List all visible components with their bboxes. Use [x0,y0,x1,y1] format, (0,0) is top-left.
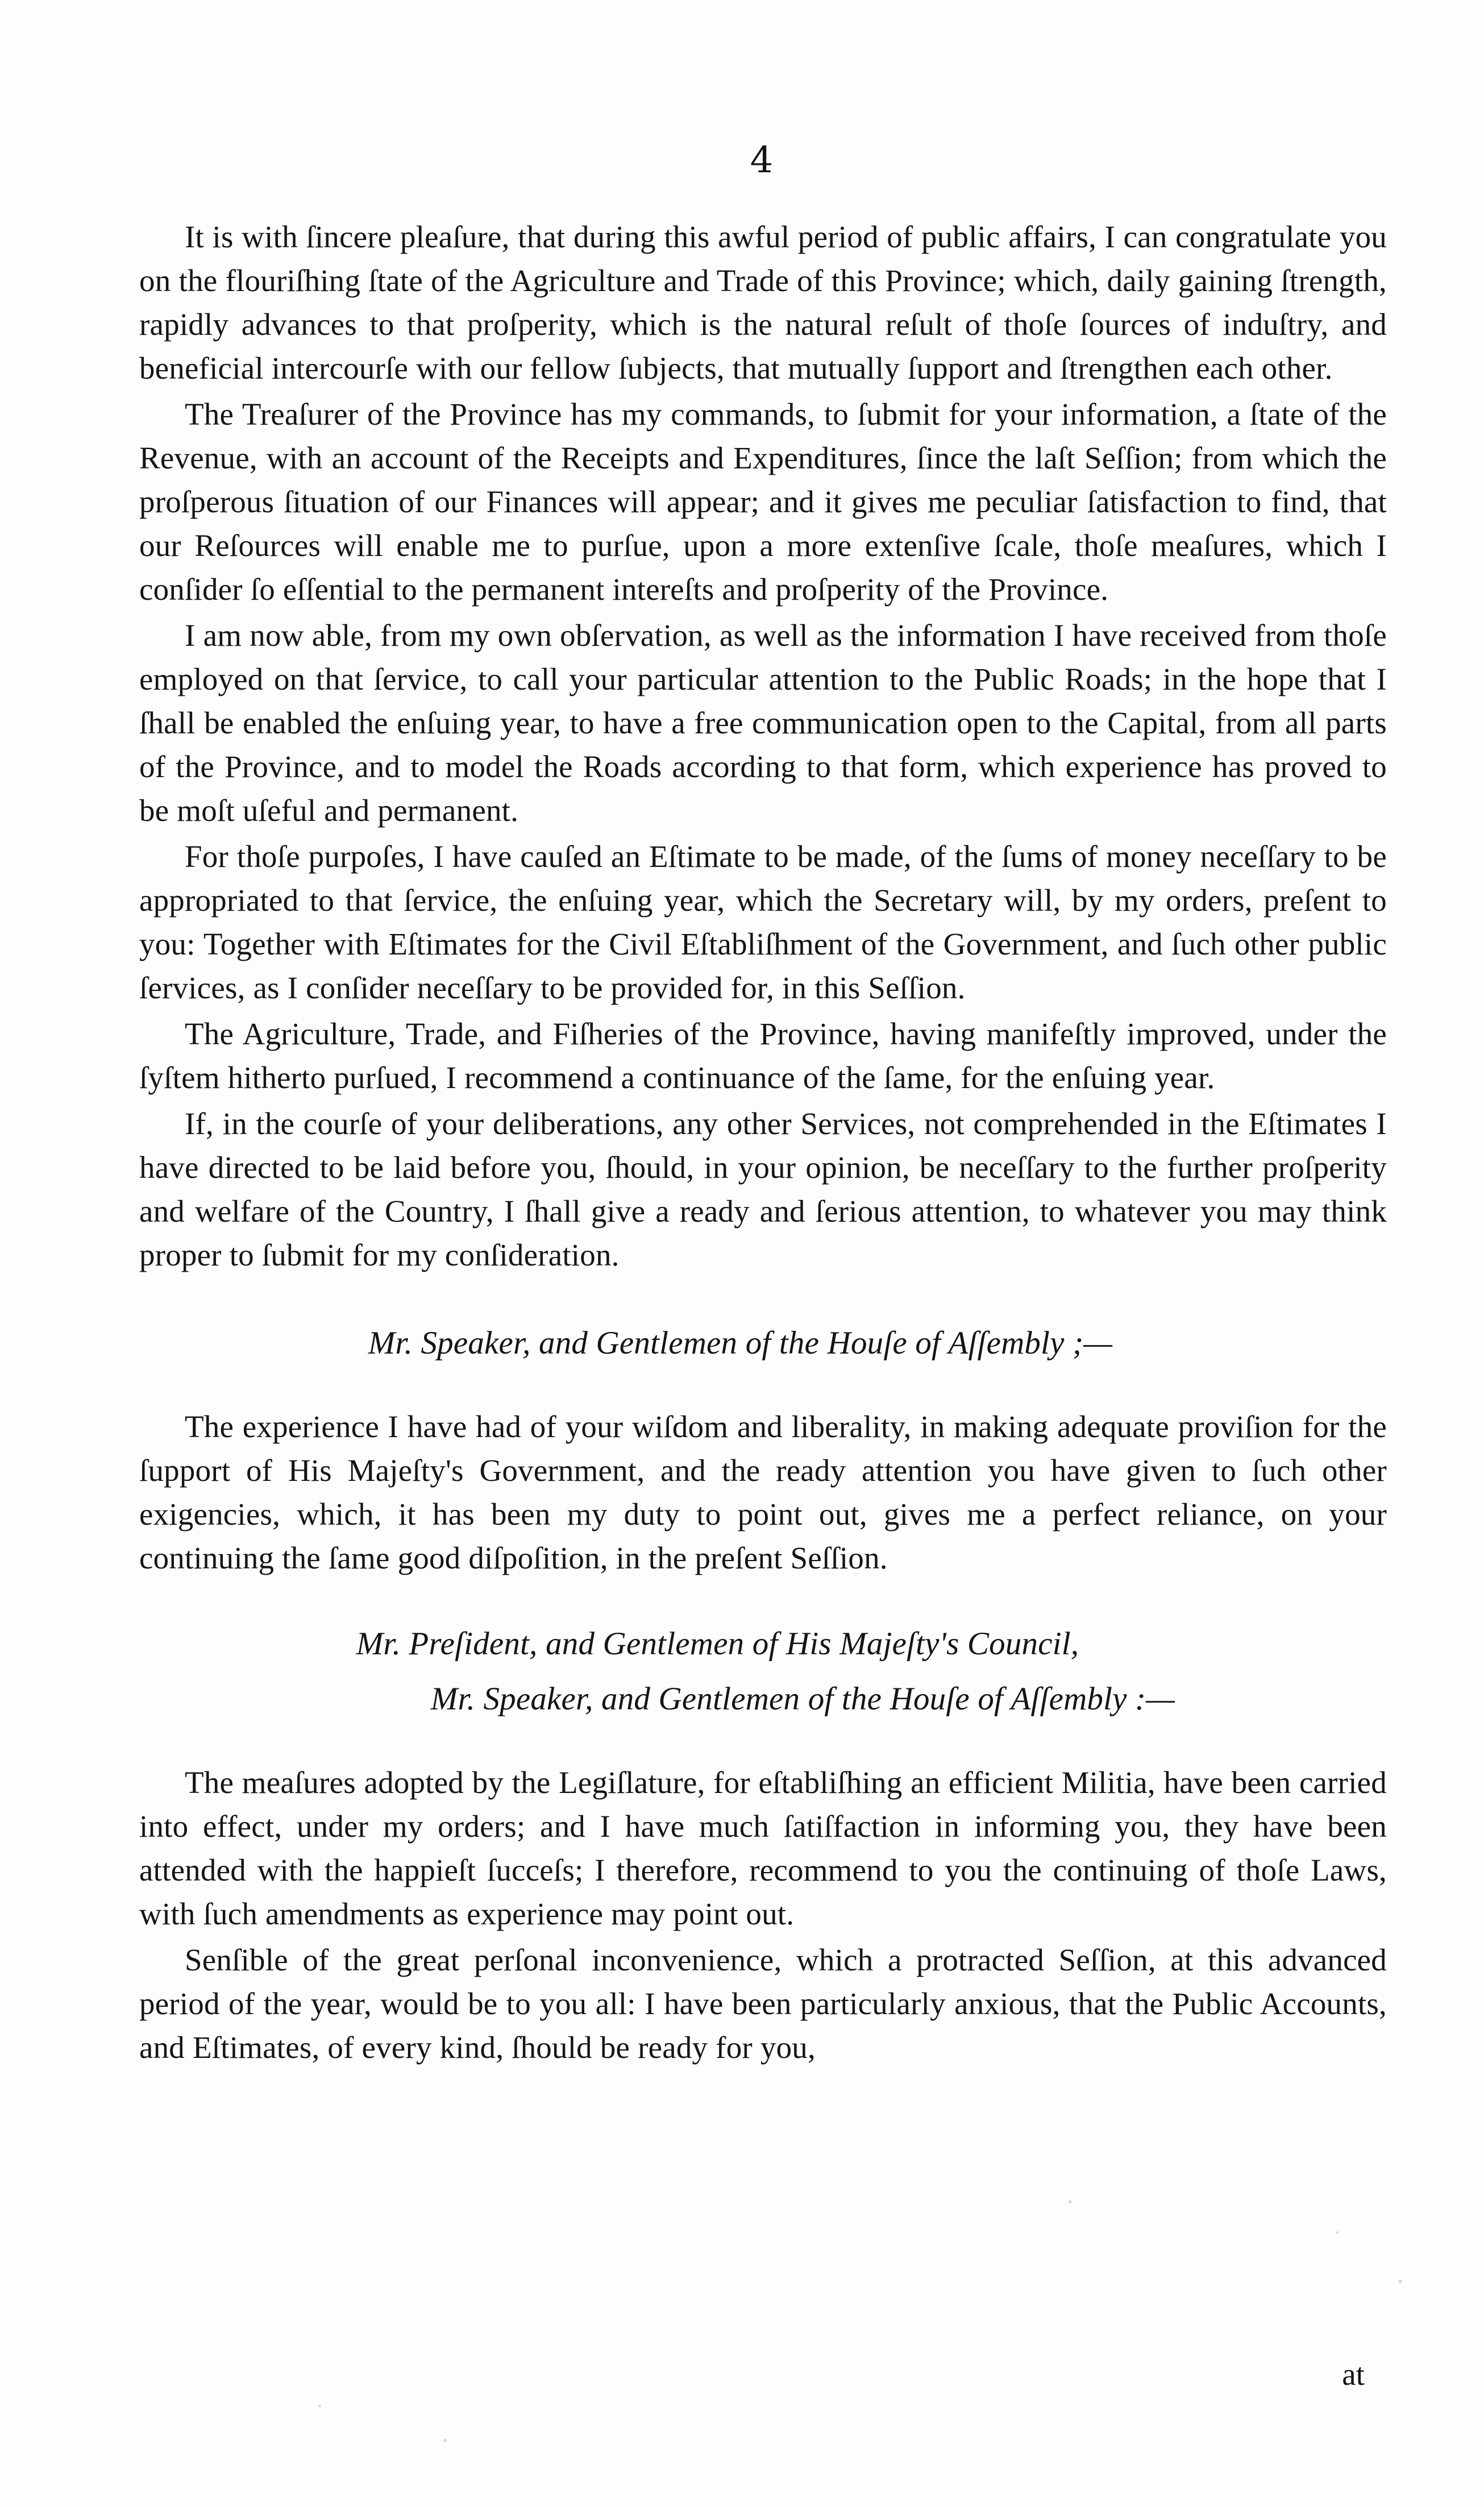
paragraph-assembly-experience: The experience I have had of your wiſdom and liberality, in making adequate proviſion for the ſupport of His Majeſty's Government, and the ready attention you have given to ſuch other exigencies, which, it has been my duty to point out, gives me a perfect reliance, on your continuing the ſame good diſpoſition, in the preſent Seſſion. [139,1409,1387,1575]
paragraph-public-roads: I am now able, from my own obſervation, as well as the information I have received from thoſe employed on that ſervice, to call your particular attention to the Public Roads; in the hope that I ſhall be enabled the enſuing year, to have a free communication open to the Capital, from all parts of the Province, and to model the Roads according to that form, which experience has proved to be moſt uſeful and permanent. [139,618,1387,828]
paragraph-militia: The meaſures adopted by the Legiſlature, for eſtabliſhing an efficient Militia, have been carried into effect, under my orders; and I have much ſatiſfaction in informing you, they have been attended with the happieſt ſucceſs; I therefore, recommend to you the continuing of thoſe Laws, with ſuch amendments as experience may point out. [139,1765,1387,1931]
heading-speaker-assembly-second: Mr. Speaker, and Gentlemen of the Houſe of Aſſembly :— [430,1681,1175,1717]
paragraph-deliberations: If, in the courſe of your deliberations, any other Services, not comprehended in the Eſtimates I have directed to be laid before you, ſhould, in your opinion, be neceſſary to the further proſperity and welfare of the Country, I ſhall give a ready and ſerious attention, to whatever you may think proper to ſubmit for my conſideration. [139,1106,1387,1272]
paragraph-fisheries: The Agriculture, Trade, and Fiſheries of the Province, having manifeſtly improved, under the ſyſtem hitherto purſued, I recommend a continuance of the ſame, for the enſuing year. [139,1016,1387,1095]
scan-speckle [443,2439,447,2442]
paragraph-treasurer: The Treaſurer of the Province has my commands, to ſubmit for your information, a ſtate of the Revenue, with an account of the Receipts and Expenditures, ſince the laſt Seſſion; from which the proſperous ſituation of our Finances will appear; and it gives me peculiar ſatisfaction to find, that our Reſources will enable me to purſue, upon a more extenſive ſcale, thoſe meaſures, which I conſider ſo eſſential to the permanent intereſts and proſperity of the Province. [139,397,1387,607]
document-body [139,215,1387,2072]
scan-speckle [318,2405,321,2408]
paragraph-estimates: For thoſe purpoſes, I have cauſed an Eſtimate to be made, of the ſums of money neceſſary to be appropriated to that ſervice, the enſuing year, which the Secretary will, by my orders, preſent to you: Together with Eſtimates for the Civil Eſtabliſhment of the Government, and ſuch other public ſervices, as I conſider neceſſary to be provided for, in this Seſſion. [139,839,1387,1005]
page-number: 4 [750,139,774,181]
heading-president-council: Mr. Preſident, and Gentlemen of His Majeſty's Council, [356,1626,1079,1662]
heading-speaker-assembly: Mr. Speaker, and Gentlemen of the Houſe of Aſſembly ;— [368,1325,1113,1361]
paragraph-prosperity: It is with ſincere pleaſure, that during this awful period of public affairs, I can congratulate you on the flouriſhing ſtate of the Agriculture and Trade of this Province; which, daily gaining ſtrength, rapidly advances to that proſperity, which is the natural reſult of thoſe ſources of induſtry, and beneficial intercourſe with our fellow ſubjects, that mutually ſupport and ſtrengthen each other. [139,219,1387,385]
scan-speckle [807,1967,810,1970]
paragraph-session: Senſible of the great perſonal inconvenience, which a protracted Seſſion, at this advanced period of the year, would be to you all: I have been particularly anxious, that the Public Accounts, and Eſtimates, of every kind, ſhould be ready for you, [139,1942,1387,2065]
scan-speckle [1398,2280,1402,2284]
catchword: at [1342,2357,1365,2392]
scan-speckle [1069,2200,1072,2203]
scan-speckle [1336,2231,1338,2234]
